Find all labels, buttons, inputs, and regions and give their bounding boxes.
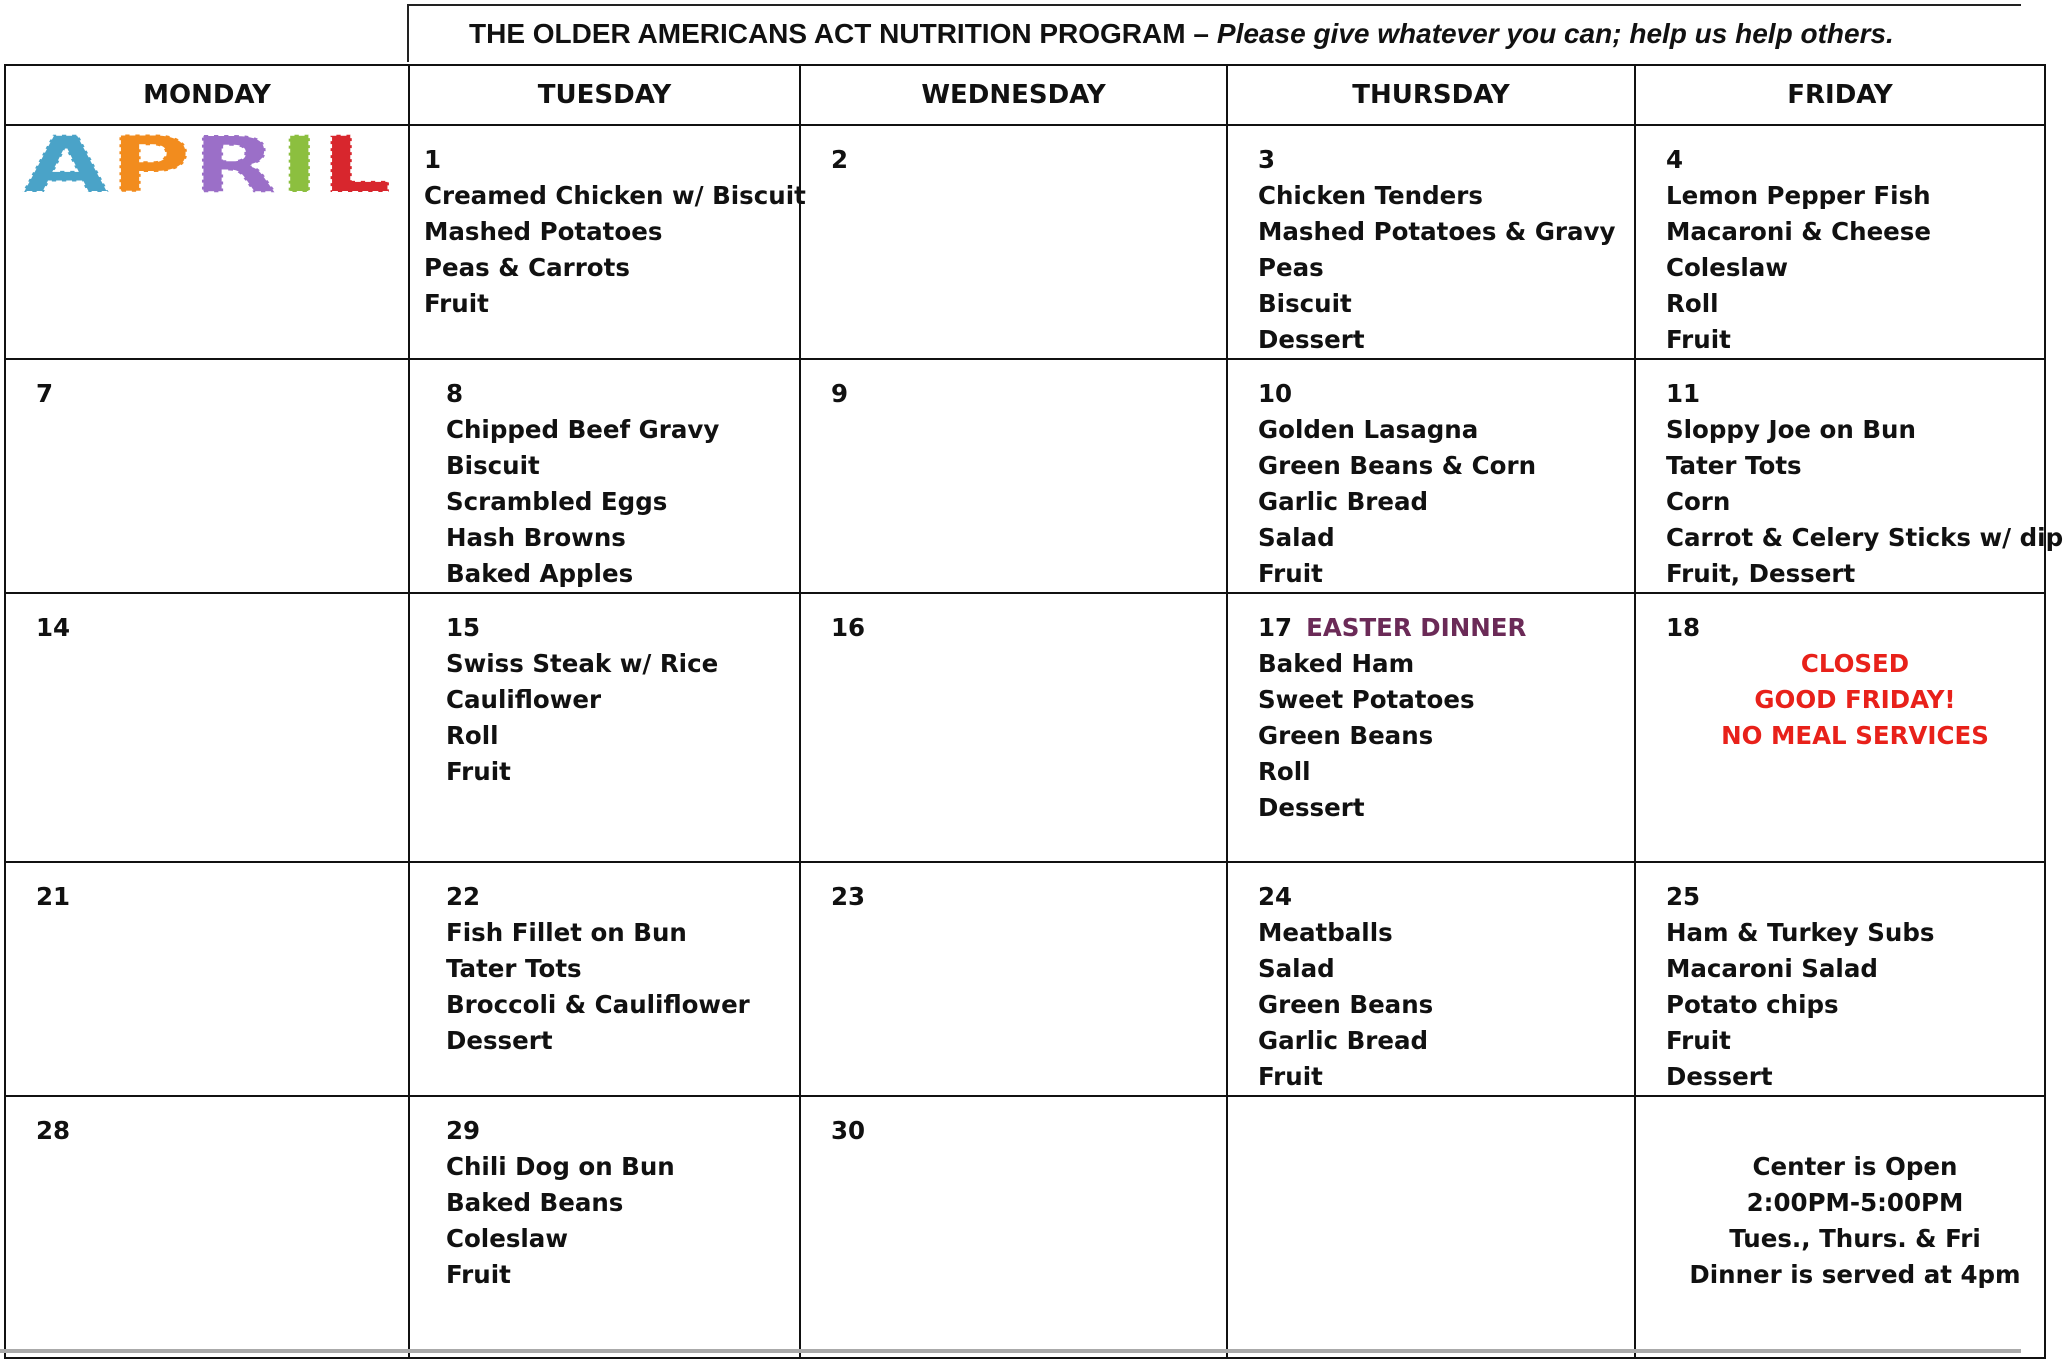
menu-item: Potato chips [1666, 990, 1839, 1019]
menu-item: Chicken Tenders [1258, 181, 1483, 210]
menu-item: Green Beans [1258, 990, 1434, 1019]
menu-item: Hash Browns [446, 523, 626, 552]
menu-item: Dessert [1666, 1062, 1773, 1091]
day-cell [409, 125, 806, 359]
svg-text:APRIL [22, 121, 392, 211]
day-cell [5, 359, 409, 593]
day-heading [1258, 610, 1634, 646]
menu-item: Creamed Chicken w/ Biscuit [424, 181, 806, 210]
menu-item: Dessert [1258, 325, 1365, 354]
april-logo-cell [5, 121, 409, 359]
event-label: EASTER DINNER [1306, 613, 1527, 642]
day-number: 16 [831, 613, 866, 642]
day-cell [1635, 862, 2045, 1096]
day-cell [800, 125, 1227, 359]
menu-item: Meatballs [1258, 918, 1393, 947]
day-cell [1227, 359, 1635, 593]
program-banner [407, 4, 2021, 62]
menu-item: Swiss Steak w/ Rice [446, 649, 719, 678]
menu-item: Golden Lasagna [1258, 415, 1479, 444]
day-cell [1635, 125, 2045, 359]
program-tagline: Please give whatever you can; help us help others. [1216, 18, 1894, 49]
day-cell [1635, 1096, 2045, 1358]
day-number: 28 [36, 1116, 71, 1145]
menu-item: Salad [1258, 523, 1335, 552]
menu-item: Chipped Beef Gravy [446, 415, 720, 444]
day-number: 21 [36, 882, 71, 911]
april-letter: P [109, 121, 167, 211]
menu-item: Garlic Bread [1258, 487, 1429, 516]
april-letter: R [191, 121, 252, 211]
closed-notice: NO MEAL SERVICES [1721, 721, 1989, 750]
day-cell [800, 359, 1227, 593]
menu-item: Macaroni & Cheese [1666, 217, 1932, 246]
day-number: 30 [831, 1116, 866, 1145]
menu-item: Broccoli & Cauliflower [446, 990, 750, 1019]
day-cell [1227, 125, 1635, 359]
menu-item: Biscuit [446, 451, 540, 480]
menu-item: Mashed Potatoes [424, 217, 663, 246]
center-hours-note: Dinner is served at 4pm [1689, 1260, 2021, 1289]
week-row [5, 593, 2045, 862]
day-number: 7 [36, 379, 54, 408]
menu-item: Sweet Potatoes [1258, 685, 1475, 714]
menu-item: Cauliflower [446, 685, 602, 714]
menu-item: Carrot & Celery Sticks w/ dip [1666, 523, 2063, 552]
weekday-header-row [5, 65, 2045, 125]
day-number: 4 [1666, 145, 1684, 174]
program-title: THE OLDER AMERICANS ACT NUTRITION PROGRAM – [469, 18, 1209, 49]
menu-item: Green Beans & Corn [1258, 451, 1537, 480]
menu-item: Scrambled Eggs [446, 487, 668, 516]
day-cell [1227, 593, 1635, 862]
menu-item: Salad [1258, 954, 1335, 983]
week-row [5, 862, 2045, 1096]
day-cell [409, 862, 800, 1096]
day-number: 14 [36, 613, 71, 642]
april-letter: L [320, 121, 370, 211]
menu-item: Green Beans [1258, 721, 1434, 750]
day-header-friday: FRIDAY [1635, 65, 2045, 125]
day-header-monday: MONDAY [5, 65, 409, 125]
menu-item: Biscuit [1258, 289, 1352, 318]
day-number: 24 [1258, 882, 1293, 911]
menu-item: Fruit [446, 1260, 511, 1289]
april-month-logo [17, 121, 397, 211]
menu-item: Fruit, Dessert [1666, 559, 1856, 588]
week-row [5, 359, 2045, 593]
day-cell [1227, 862, 1635, 1096]
menu-item: Dessert [446, 1026, 553, 1055]
day-number: 15 [446, 613, 481, 642]
menu-item: Tater Tots [446, 954, 582, 983]
day-cell [1227, 1096, 1635, 1358]
day-number: 25 [1666, 882, 1701, 911]
closed-notice: CLOSED [1800, 649, 1910, 678]
day-cell [5, 593, 409, 862]
day-cell [1635, 593, 2045, 862]
menu-item: Roll [446, 721, 499, 750]
april-letter: A [22, 121, 83, 211]
menu-item: Roll [1666, 289, 1719, 318]
menu-item: Baked Apples [446, 559, 634, 588]
center-hours-note: Tues., Thurs. & Fri [1729, 1224, 1981, 1253]
day-header-tuesday: TUESDAY [409, 65, 800, 125]
day-cell [800, 862, 1227, 1096]
day-cell [409, 359, 800, 593]
day-number: 11 [1666, 379, 1701, 408]
menu-item: Roll [1258, 757, 1311, 786]
menu-item: Lemon Pepper Fish [1666, 181, 1931, 210]
day-cell [1635, 359, 2063, 593]
menu-item: Fruit [424, 289, 489, 318]
day-cell [5, 1096, 409, 1358]
menu-item: Ham & Turkey Subs [1666, 918, 1935, 947]
menu-item: Garlic Bread [1258, 1026, 1429, 1055]
menu-item: Tater Tots [1666, 451, 1802, 480]
day-cell [409, 1096, 800, 1358]
menu-item: Coleslaw [446, 1224, 568, 1253]
day-header-wednesday: WEDNESDAY [800, 65, 1227, 125]
menu-item: Fish Fillet on Bun [446, 918, 687, 947]
menu-item: Peas & Carrots [424, 253, 630, 282]
day-number: 1 [424, 145, 442, 174]
menu-item: Fruit [446, 757, 511, 786]
day-number: 29 [446, 1116, 481, 1145]
menu-item: Mashed Potatoes & Gravy [1258, 217, 1616, 246]
day-number: 8 [446, 379, 464, 408]
menu-item: Baked Beans [446, 1188, 624, 1217]
note-spacer [1666, 1113, 2044, 1149]
week-row [5, 1096, 2045, 1358]
menu-item: Baked Ham [1258, 649, 1415, 678]
menu-item: Dessert [1258, 793, 1365, 822]
menu-item: Sloppy Joe on Bun [1666, 415, 1916, 444]
day-cell [800, 593, 1227, 862]
day-number: 2 [831, 145, 849, 174]
center-hours-note: Center is Open [1752, 1152, 1958, 1181]
day-header-thursday: THURSDAY [1227, 65, 1635, 125]
day-cell [800, 1096, 1227, 1358]
bottom-divider [0, 1349, 2021, 1353]
menu-item: Coleslaw [1666, 253, 1788, 282]
week-row [5, 125, 2045, 359]
day-number: 3 [1258, 145, 1276, 174]
day-number: 18 [1666, 613, 1701, 642]
day-number: 9 [831, 379, 849, 408]
menu-calendar [4, 64, 2063, 1359]
day-number: 17 [1258, 613, 1293, 642]
center-hours-note: 2:00PM-5:00PM [1746, 1188, 1964, 1217]
day-cell [5, 862, 409, 1096]
menu-item: Corn [1666, 487, 1731, 516]
april-letter: I [278, 121, 308, 211]
day-number: 23 [831, 882, 866, 911]
day-number: 10 [1258, 379, 1293, 408]
menu-item: Macaroni Salad [1666, 954, 1878, 983]
day-cell [409, 593, 800, 862]
menu-item: Fruit [1666, 1026, 1731, 1055]
menu-item: Fruit [1258, 1062, 1323, 1091]
day-number: 22 [446, 882, 481, 911]
menu-item: Peas [1258, 253, 1324, 282]
menu-item: Fruit [1258, 559, 1323, 588]
menu-item: Fruit [1666, 325, 1731, 354]
closed-notice: GOOD FRIDAY! [1754, 685, 1956, 714]
menu-item: Chili Dog on Bun [446, 1152, 675, 1181]
